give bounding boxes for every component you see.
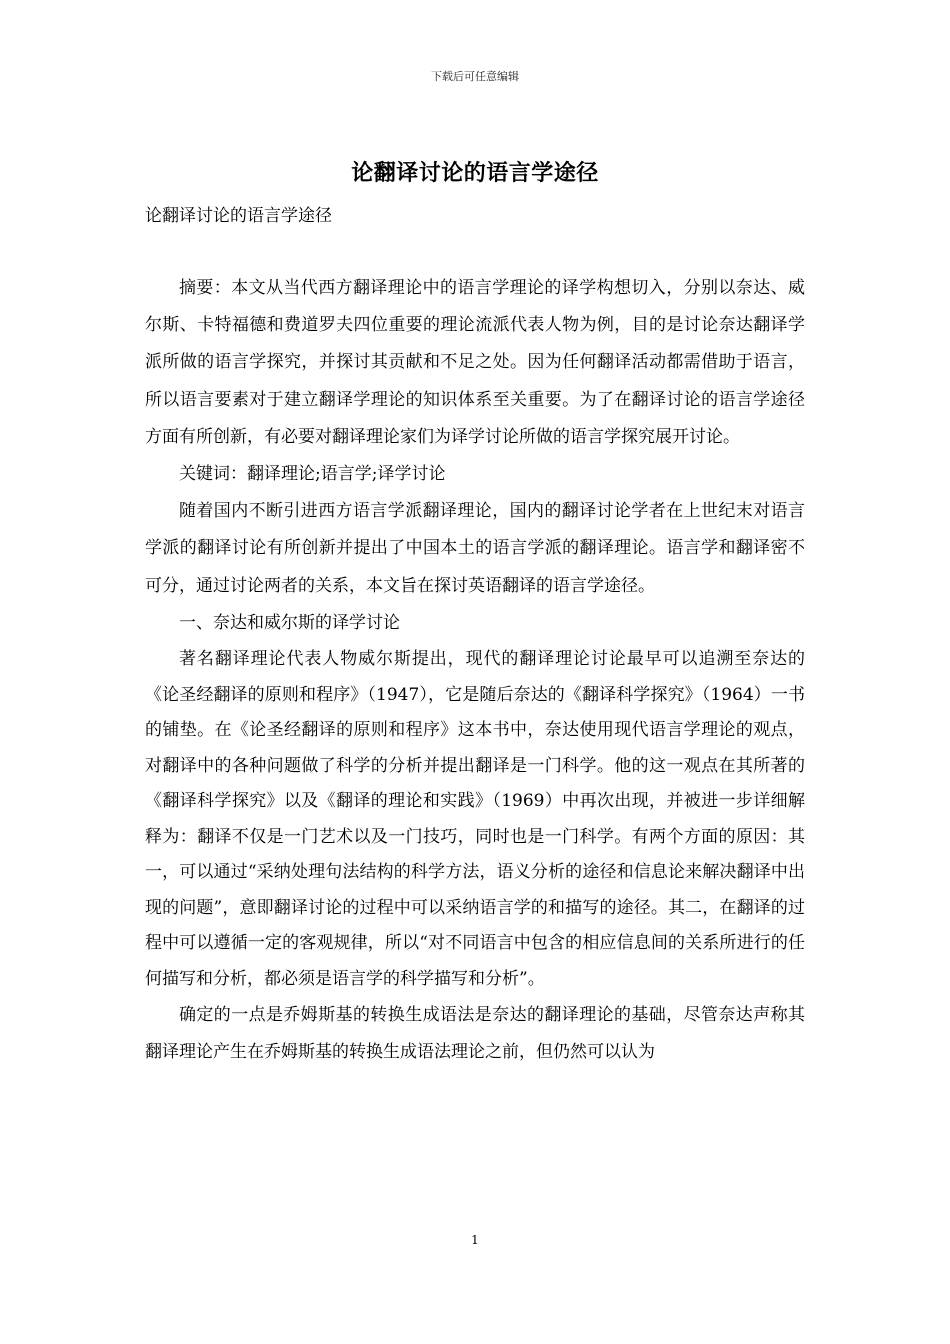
page-number: 1 bbox=[471, 1233, 479, 1247]
page-header: 下载后可任意编辑 bbox=[431, 70, 519, 83]
body-paragraph: 确定的一点是乔姆斯基的转换生成语法是奈达的翻译理论的基础，尽管奈达声称其翻译理论产生在乔姆斯基的转换生成语法理论之前，但仍然可以认为 bbox=[145, 1005, 805, 1063]
body-paragraph: 著名翻译理论代表人物威尔斯提出，现代的翻译理论讨论最早可以追溯至奈达的《论圣经翻译的原则和程序》（1947），它是随后奈达的《翻译科学探究》（1964）一书的铺垫。在《论圣经翻译的原则和程序》这本书中，奈达使用现代语言学理论的观点，对翻译中的各种问题做了科学的分析并提出翻译是一门科学。他的这一观点在其所著的《翻译科学探究》以及《翻译的理论和实践》（1969）中再次出现，并被进一步详细解释为：翻译不仅是一门艺术以及一门技巧，同时也是一门科学。有两个方面的原因：其一，可以通过“采纳处理句法结构的科学方法，语义分析的途径和信息论来解决翻译中出现的问题”，意即翻译讨论的过程中可以采纳语言学的和描写的途径。其二，在翻译的过程中可以遵循一定的客观规律，所以“对不同语言中包含的相应信息间的关系所进行的任何描写和分析，都必须是语言学的科学描写和分析”。 bbox=[145, 649, 805, 989]
intro-paragraph: 随着国内不断引进西方语言学派翻译理论，国内的翻译讨论学者在上世纪末对语言学派的翻译讨论有所创新并提出了中国本土的语言学派的翻译理论。语言学和翻译密不可分，通过讨论两者的关系，本文旨在探讨英语翻译的语言学途径。 bbox=[145, 501, 805, 596]
keywords-paragraph: 关键词：翻译理论;语言学;译学讨论 bbox=[179, 464, 446, 485]
document-title: 论翻译讨论的语言学途径 bbox=[351, 160, 599, 186]
document-body bbox=[145, 270, 805, 1071]
document-subtitle: 论翻译讨论的语言学途径 bbox=[145, 206, 332, 226]
section-heading: 一、奈达和威尔斯的译学讨论 bbox=[179, 612, 400, 633]
abstract-paragraph: 摘要：本文从当代西方翻译理论中的语言学理论的译学构想切入，分别以奈达、威尔斯、卡特福德和费道罗夫四位重要的理论流派代表人物为例，目的是讨论奈达翻译学派所做的语言学探究，并探讨其贡献和不足之处。因为任何翻译活动都需借助于语言，所以语言要素对于建立翻译学理论的知识体系至关重要。为了在翻译讨论的语言学途径方面有所创新，有必要对翻译理论家们为译学讨论所做的语言学探究展开讨论。 bbox=[145, 278, 805, 447]
